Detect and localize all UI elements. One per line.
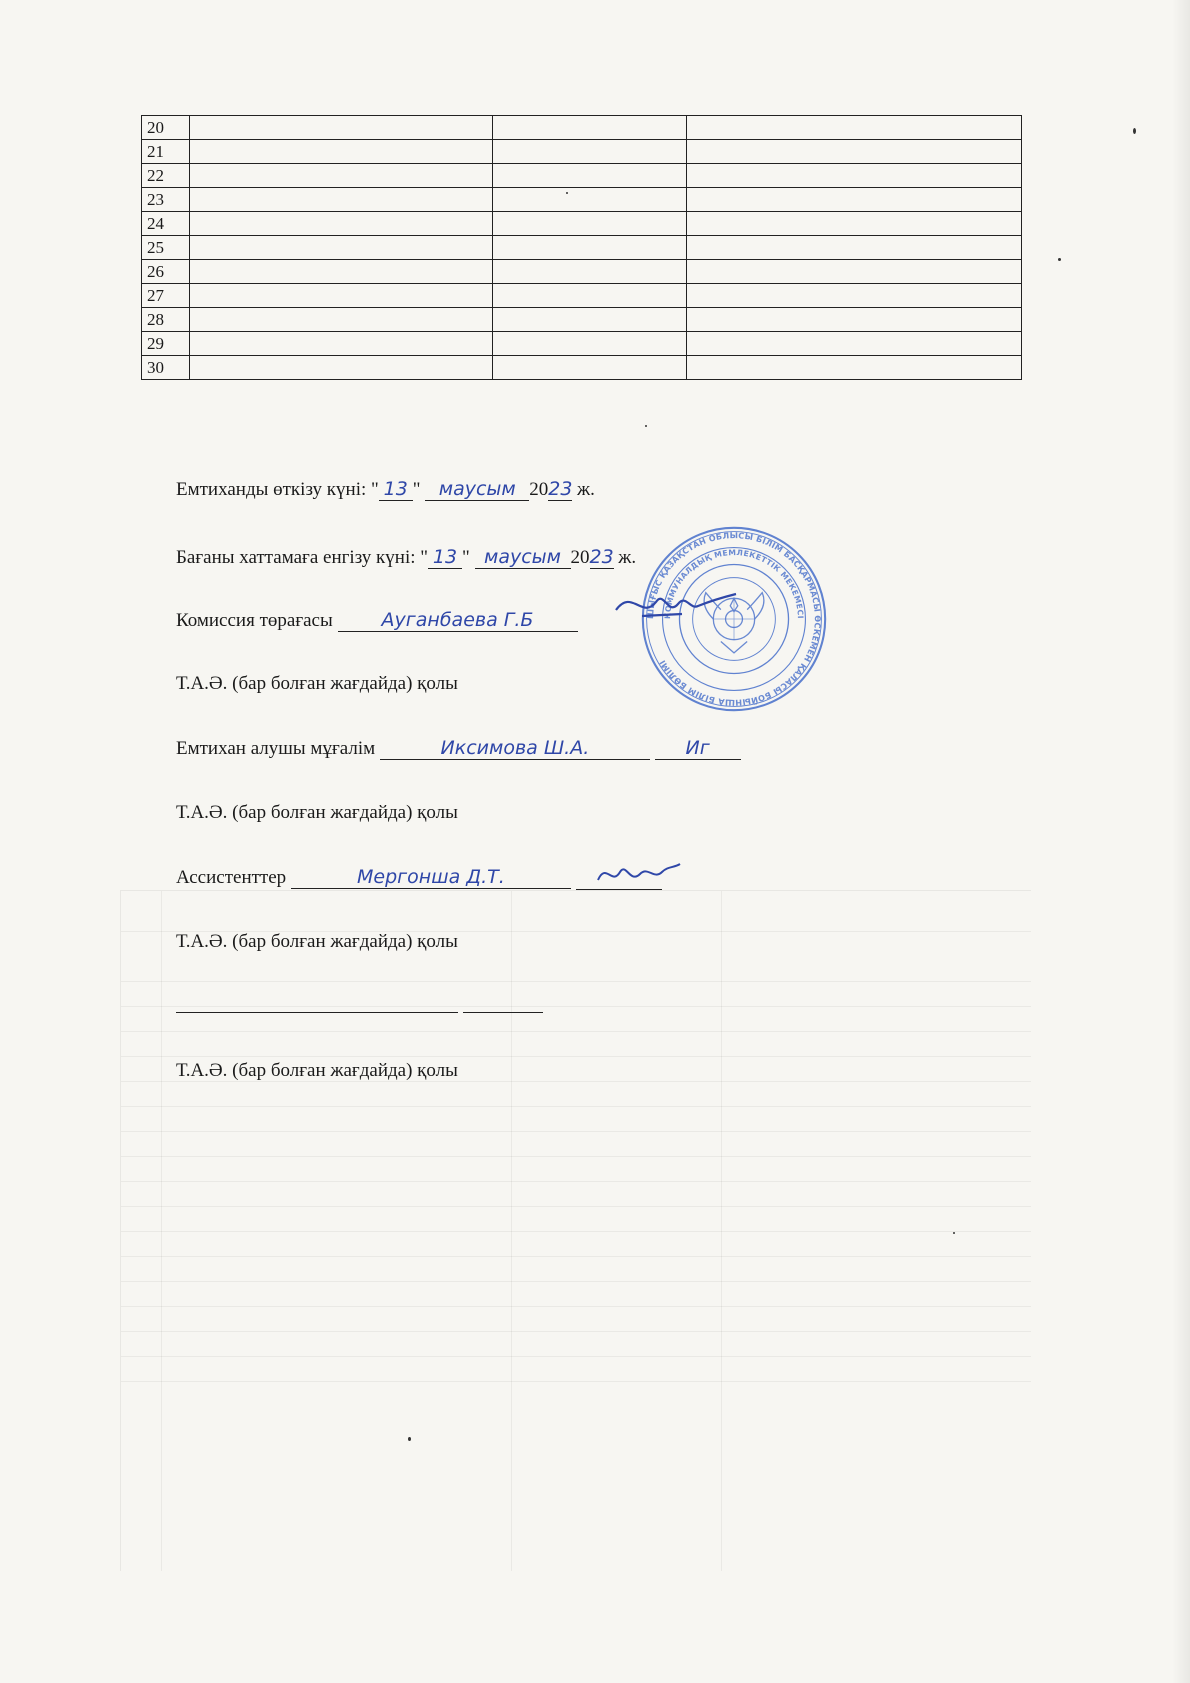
teacher-signature: Иг xyxy=(655,737,741,760)
stamp-inner-text: КОММУНАЛДЫҚ МЕМЛЕКЕТТІК МЕКЕМЕСІ xyxy=(663,548,805,620)
student-name-cell xyxy=(190,116,493,140)
exam-date-year-prefix: 20 xyxy=(529,479,549,500)
final-grade-cell xyxy=(687,140,1022,164)
extra-signature-line xyxy=(176,990,543,1013)
final-grade-cell xyxy=(687,284,1022,308)
scan-speck xyxy=(1058,258,1061,261)
grade-cell xyxy=(493,116,687,140)
scan-speck xyxy=(566,192,568,194)
row-number: 24 xyxy=(142,212,190,236)
extra-signature-blank xyxy=(463,990,543,1013)
grade-cell xyxy=(493,356,687,380)
scan-speck xyxy=(953,1232,955,1234)
commission-chair-caption: Т.А.Ә. (бар болған жағдайда) қолы xyxy=(176,673,458,694)
grade-date-quote: " xyxy=(462,547,470,568)
row-number: 22 xyxy=(142,164,190,188)
grade-date-year-prefix: 20 xyxy=(570,547,590,568)
final-grade-cell xyxy=(687,332,1022,356)
table-row xyxy=(142,188,1022,212)
exam-results-table-continuation xyxy=(141,115,1022,380)
scan-speck xyxy=(1133,128,1136,134)
row-number: 21 xyxy=(142,140,190,164)
table-row xyxy=(142,284,1022,308)
row-number: 26 xyxy=(142,260,190,284)
grade-date-suffix: ж. xyxy=(613,547,637,568)
table-row xyxy=(142,356,1022,380)
row-number: 25 xyxy=(142,236,190,260)
grade-cell xyxy=(493,212,687,236)
grade-date-label: Бағаны хаттамаға енгізу күні: " xyxy=(176,547,429,568)
table-row xyxy=(142,116,1022,140)
grade-cell xyxy=(493,140,687,164)
scan-speck xyxy=(645,425,647,427)
teacher-line xyxy=(176,737,741,760)
chair-signature-icon xyxy=(612,580,742,630)
commission-chair-label: Комиссия төрағасы xyxy=(176,610,333,631)
table-row xyxy=(142,236,1022,260)
grade-entry-date-line xyxy=(176,546,636,569)
grade-date-month: маусым xyxy=(475,546,571,569)
student-name-cell xyxy=(190,212,493,236)
scan-speck xyxy=(408,1437,411,1441)
final-grade-cell xyxy=(687,164,1022,188)
table-row xyxy=(142,212,1022,236)
grade-date-day: 13 xyxy=(428,546,462,569)
exam-date-year: 23 xyxy=(548,478,573,500)
final-grade-cell xyxy=(687,116,1022,140)
row-number: 29 xyxy=(142,332,190,356)
final-grade-cell xyxy=(687,236,1022,260)
student-name-cell xyxy=(190,284,493,308)
grade-cell xyxy=(493,164,687,188)
student-name-cell xyxy=(190,308,493,332)
commission-chair-line xyxy=(176,609,578,632)
student-name-cell xyxy=(190,164,493,188)
teacher-caption: Т.А.Ә. (бар болған жағдайда) қолы xyxy=(176,802,458,823)
final-grade-cell xyxy=(687,188,1022,212)
grade-cell xyxy=(493,260,687,284)
grade-date-year: 23 xyxy=(589,546,614,568)
extra-caption: Т.А.Ә. (бар болған жағдайда) қолы xyxy=(176,1060,458,1081)
commission-chair-name: Ауганбаева Г.Б xyxy=(338,609,578,632)
assistant-signature-icon xyxy=(594,858,682,890)
assistants-label: Ассистенттер xyxy=(176,867,287,888)
table-row xyxy=(142,164,1022,188)
table-row xyxy=(142,140,1022,164)
grade-cell xyxy=(493,236,687,260)
student-name-cell xyxy=(190,332,493,356)
exam-date-label: Емтиханды өткізу күні: " xyxy=(176,479,379,500)
table-row xyxy=(142,332,1022,356)
exam-date-quote: " xyxy=(412,479,421,500)
exam-date-suffix: ж. xyxy=(572,479,595,500)
final-grade-cell xyxy=(687,212,1022,236)
stamp-outer-text: ШЫҒЫС ҚАЗАҚСТАН ОБЛЫСЫ БІЛІМ БАСҚАРМАСЫ ӨСКЕМЕН ҚАЛАСЫ БОЙЫНША БІЛІМ БӨЛІМІ xyxy=(645,530,823,708)
student-name-cell xyxy=(190,260,493,284)
table-row xyxy=(142,308,1022,332)
exam-date-month: маусым xyxy=(425,478,529,501)
assistants-caption: Т.А.Ә. (бар болған жағдайда) қолы xyxy=(176,931,458,952)
exam-date-line xyxy=(176,478,595,501)
student-name-cell xyxy=(190,236,493,260)
assistants-line xyxy=(176,866,662,890)
row-number: 23 xyxy=(142,188,190,212)
exam-date-day: 13 xyxy=(379,478,413,501)
student-name-cell xyxy=(190,356,493,380)
page-edge-shadow xyxy=(1172,0,1190,1683)
grade-cell xyxy=(493,284,687,308)
student-name-cell xyxy=(190,188,493,212)
grade-cell xyxy=(493,332,687,356)
final-grade-cell xyxy=(687,356,1022,380)
row-number: 30 xyxy=(142,356,190,380)
assistants-name: Мергонша Д.Т. xyxy=(291,866,571,889)
row-number: 20 xyxy=(142,116,190,140)
table-row xyxy=(142,260,1022,284)
student-name-cell xyxy=(190,140,493,164)
final-grade-cell xyxy=(687,260,1022,284)
grade-cell xyxy=(493,308,687,332)
teacher-label: Емтихан алушы мұғалім xyxy=(176,738,376,759)
teacher-name: Иксимова Ш.А. xyxy=(380,737,650,760)
row-number: 28 xyxy=(142,308,190,332)
grade-cell xyxy=(493,188,687,212)
final-grade-cell xyxy=(687,308,1022,332)
extra-name-blank xyxy=(176,990,458,1013)
row-number: 27 xyxy=(142,284,190,308)
